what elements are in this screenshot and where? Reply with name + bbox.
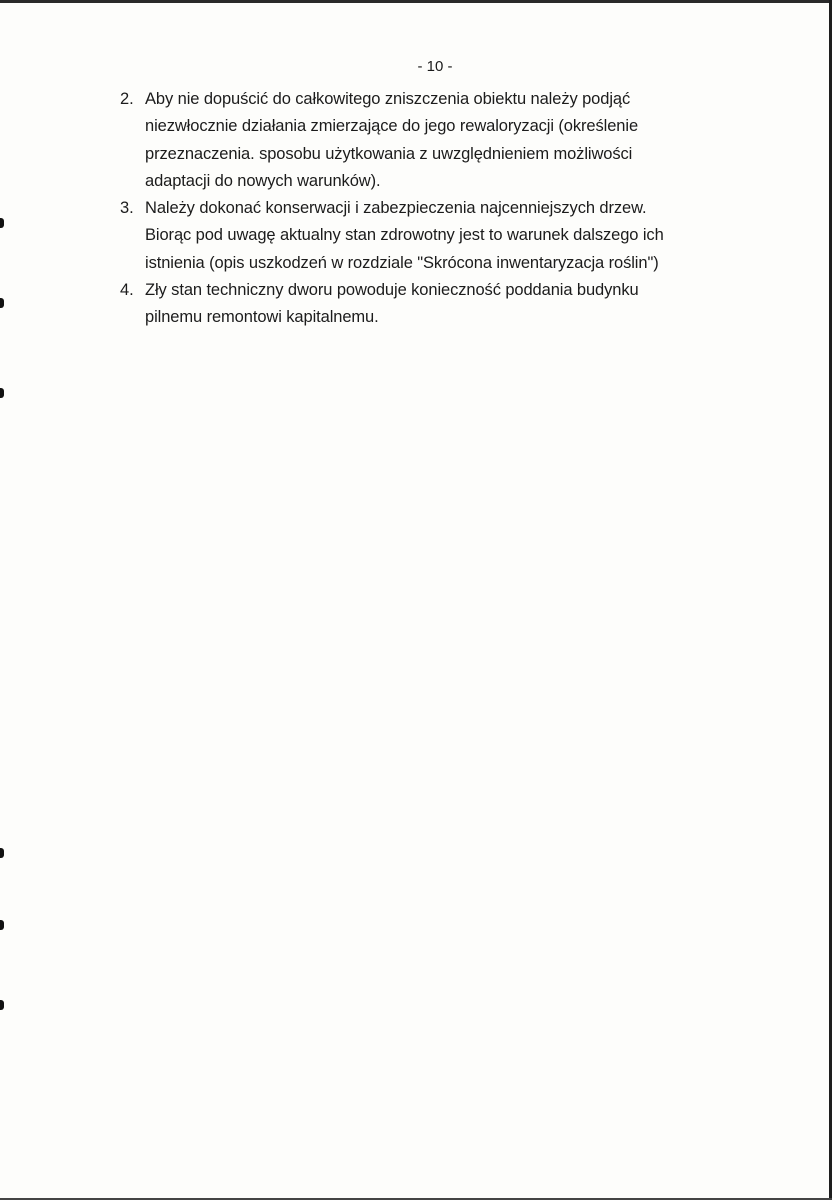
numbered-list xyxy=(120,86,740,332)
text-line: Biorąc pod uwagę aktualny stan zdrowotny jest to warunek dalszego ich xyxy=(145,226,664,245)
text-line: niezwłocznie działania zmierzające do jego rewaloryzacji (określenie xyxy=(145,117,639,136)
text-line: adaptacji do nowych warunków). xyxy=(145,171,381,190)
text-line: przeznaczenia. sposobu użytkowania z uwzględnieniem możliwości xyxy=(145,144,633,163)
list-item-text xyxy=(145,195,664,277)
page-number: - 10 - xyxy=(417,58,453,75)
list-item xyxy=(120,277,740,332)
text-line: Zły stan techniczny dworu powoduje konieczność poddania budynku xyxy=(145,281,639,300)
list-item-number: 2. xyxy=(120,90,134,108)
list-item xyxy=(120,86,740,195)
punch-hole-mark xyxy=(0,848,4,858)
text-line: istnienia (opis uszkodzeń w rozdziale "Skrócona inwentaryzacja roślin") xyxy=(145,253,659,272)
list-item xyxy=(120,195,740,277)
list-item-number: 3. xyxy=(120,199,134,218)
scan-edge-top xyxy=(0,0,832,3)
text-line: Aby nie dopuścić do całkowitego zniszczenia obiektu należy podjąć xyxy=(145,90,631,108)
text-line: Należy dokonać konserwacji i zabezpieczenia najcenniejszych drzew. xyxy=(145,199,647,218)
list-item-text xyxy=(145,277,639,332)
punch-hole-mark xyxy=(0,920,4,930)
punch-hole-mark xyxy=(0,1000,4,1010)
list-item-number: 4. xyxy=(120,281,134,300)
punch-hole-mark xyxy=(0,298,4,308)
text-line: pilnemu remontowi kapitalnemu. xyxy=(145,308,379,327)
punch-hole-mark xyxy=(0,218,4,228)
punch-hole-mark xyxy=(0,388,4,398)
list-item-text xyxy=(145,86,638,195)
